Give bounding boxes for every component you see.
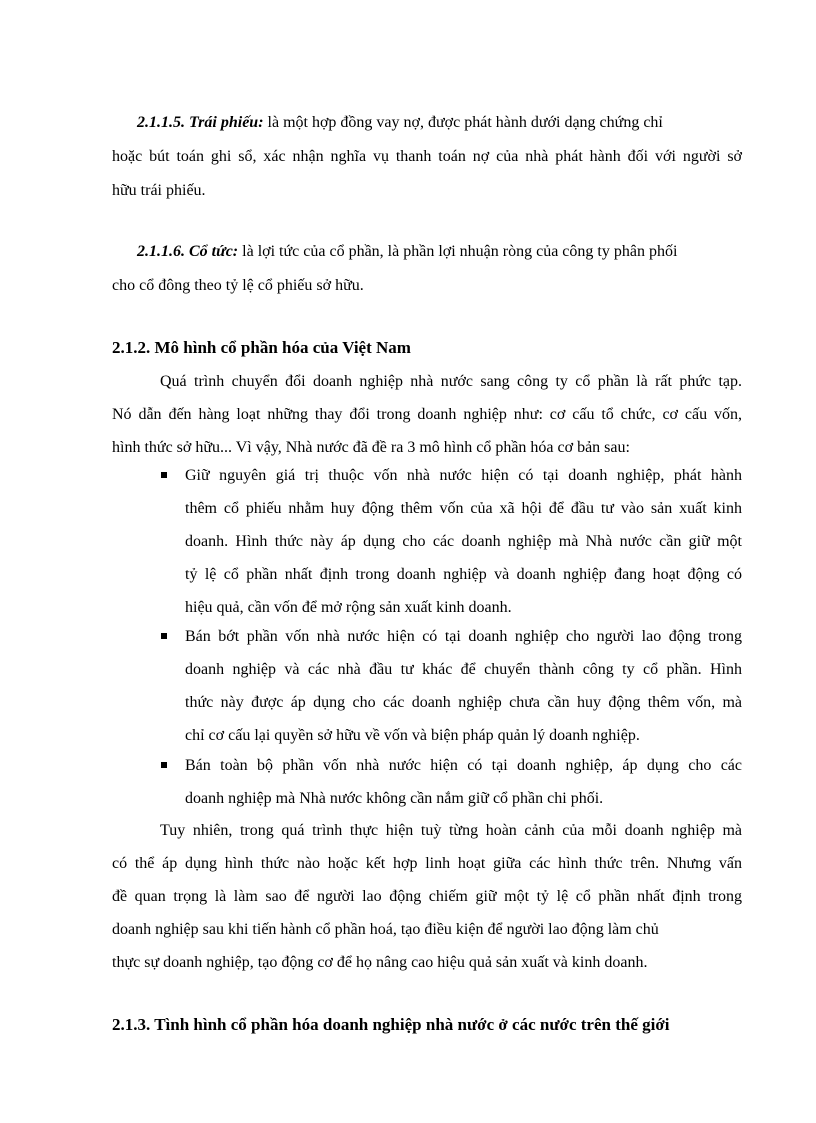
bullet-marker-1 [161, 472, 167, 478]
intro-line-2: Nó dẫn đến hàng loạt những thay đổi trong doanh nghiệp như: cơ cấu tổ chức, cơ cấu vốn, [112, 406, 742, 423]
section-2-1-1-5-line-2: hoặc bút toán ghi sổ, xác nhận nghĩa vụ thanh toán nợ của nhà phát hành đối với người sở [112, 148, 742, 165]
bullet-2-line-2: doanh nghiệp và các nhà đầu tư khác để chuyển thành công ty cổ phần. Hình [185, 661, 742, 678]
conclusion-line-3: đề quan trọng là làm sao để người lao động chiếm giữ một tỷ lệ cổ phần nhất định trong [112, 888, 742, 905]
bullet-marker-2 [161, 633, 167, 639]
conclusion-line-4: doanh nghiệp sau khi tiến hành cổ phần hoá, tạo điều kiện để người lao động làm chủ [112, 921, 659, 938]
section-2-1-1-5-line-3: hữu trái phiếu. [112, 182, 206, 199]
bullet-2-line-1: Bán bớt phần vốn nhà nước hiện có tại doanh nghiệp cho người lao động trong [185, 628, 742, 645]
heading-2-1-3: 2.1.3. Tình hình cổ phần hóa doanh nghiệp nhà nước ở các nước trên thế giới [112, 1015, 670, 1034]
conclusion-line-2: có thể áp dụng hình thức nào hoặc kết hợp linh hoạt giữa các hình thức trên. Nhưng vấn [112, 855, 742, 872]
section-2-1-1-6-line-2: cho cổ đông theo tỷ lệ cổ phiếu sở hữu. [112, 277, 364, 294]
bullet-1-line-1: Giữ nguyên giá trị thuộc vốn nhà nước hiện có tại doanh nghiệp, phát hành [185, 467, 742, 484]
term-co-tuc: 2.1.1.6. Cổ tức: [137, 243, 239, 260]
bullet-1-line-2: thêm cổ phiếu nhằm huy động thêm vốn của xã hội để đầu tư vào sản xuất kinh [185, 500, 742, 517]
bullet-1-line-5: hiệu quả, cần vốn để mở rộng sản xuất kinh doanh. [185, 599, 512, 616]
intro-line-3: hình thức sở hữu... Vì vậy, Nhà nước đã đề ra 3 mô hình cổ phần hóa cơ bản sau: [112, 439, 630, 456]
conclusion-line-5: thực sự doanh nghiệp, tạo động cơ để họ nâng cao hiệu quả sản xuất và kinh doanh. [112, 954, 648, 971]
heading-2-1-2: 2.1.2. Mô hình cổ phần hóa của Việt Nam [112, 338, 411, 357]
bullet-3-line-1: Bán toàn bộ phần vốn nhà nước hiện có tại doanh nghiệp, áp dụng cho các [185, 757, 742, 774]
bullet-1-line-3: doanh. Hình thức này áp dụng cho các doanh nghiệp mà Nhà nước cần giữ một [185, 533, 742, 550]
section-2-1-1-6-line-1: 2.1.1.6. Cổ tức: là lợi tức của cổ phần, là phần lợi nhuận ròng của công ty phân phối [137, 243, 678, 260]
term-trai-phieu: 2.1.1.5. Trái phiếu: [137, 114, 264, 131]
bullet-marker-3 [161, 762, 167, 768]
section-2-1-1-5-line-1: 2.1.1.5. Trái phiếu: là một hợp đồng vay nợ, được phát hành dưới dạng chứng chỉ [137, 114, 663, 131]
bullet-1-line-4: tỷ lệ cổ phần nhất định trong doanh nghiệp và doanh nghiệp đang hoạt động có [185, 566, 742, 583]
intro-line-1: Quá trình chuyển đổi doanh nghiệp nhà nước sang công ty cổ phần là rất phức tạp. [160, 373, 742, 390]
bullet-3-line-2: doanh nghiệp mà Nhà nước không cần nắm giữ cổ phần chi phối. [185, 790, 604, 807]
conclusion-line-1: Tuy nhiên, trong quá trình thực hiện tuỳ từng hoàn cảnh của mỗi doanh nghiệp mà [160, 822, 742, 839]
bullet-2-line-3: thức này được áp dụng cho các doanh nghiệp chưa cần huy động thêm vốn, mà [185, 694, 742, 711]
bullet-2-line-4: chỉ cơ cấu lại quyền sở hữu về vốn và biện pháp quản lý doanh nghiệp. [185, 727, 640, 744]
